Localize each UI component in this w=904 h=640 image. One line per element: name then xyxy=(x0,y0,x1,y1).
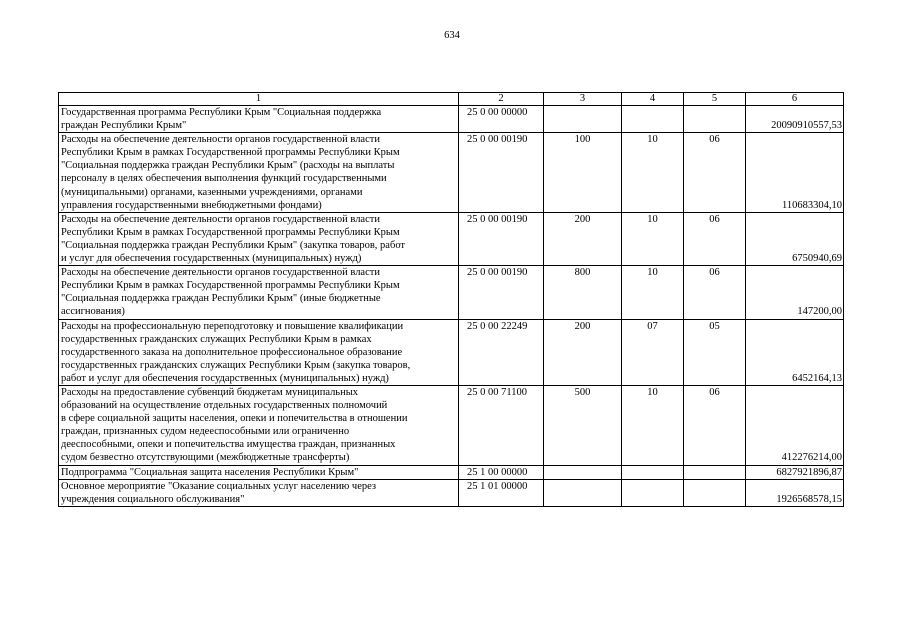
row-code-cell: 25 0 00 00190 xyxy=(459,212,544,265)
row-name-line: Республики Крым в рамках Государственной программы Республики Крым xyxy=(61,280,400,292)
row-code-cell: 25 1 00 00000 xyxy=(459,465,544,479)
budget-table xyxy=(58,92,844,507)
row-col4-cell: 10 xyxy=(622,385,684,465)
row-name-cell xyxy=(59,212,459,265)
row-col4-cell: 07 xyxy=(622,319,684,385)
table-row xyxy=(59,465,844,479)
row-col5-cell xyxy=(684,465,746,479)
row-sum-cell: 110683304,10 xyxy=(746,133,844,213)
row-sum-cell: 6827921896,87 xyxy=(746,465,844,479)
header-row xyxy=(59,93,844,106)
row-name-cell xyxy=(59,133,459,213)
table-row xyxy=(59,106,844,133)
row-col4-cell: 10 xyxy=(622,212,684,265)
row-name-line: (муниципальными) органами, казенными учреждениями, органами xyxy=(61,186,363,198)
header-cell: 4 xyxy=(622,93,684,106)
row-col5-cell xyxy=(684,106,746,133)
row-col4-cell xyxy=(622,106,684,133)
row-name-line: Основное мероприятие "Оказание социальных услуг населению через xyxy=(61,480,377,492)
row-col4-cell xyxy=(622,479,684,506)
header-cell: 5 xyxy=(684,93,746,106)
row-name-line: Расходы на профессиональную переподготовку и повышение квалификации xyxy=(61,320,404,332)
row-col5-cell: 06 xyxy=(684,212,746,265)
row-name-line: в сфере социальной защиты населения, опеки и попечительства в отношении xyxy=(61,413,408,425)
row-col5-cell: 06 xyxy=(684,133,746,213)
row-sum-cell: 6750940,69 xyxy=(746,212,844,265)
table-row xyxy=(59,133,844,213)
row-name-cell xyxy=(59,385,459,465)
row-sum-cell: 147200,00 xyxy=(746,266,844,319)
row-name-line: Расходы на обеспечение деятельности органов государственной власти xyxy=(61,267,380,279)
row-name-line: учреждения социального обслуживания" xyxy=(61,493,245,505)
table-row xyxy=(59,266,844,319)
table-row xyxy=(59,385,844,465)
row-name-cell xyxy=(59,479,459,506)
row-col4-cell: 10 xyxy=(622,266,684,319)
row-name-cell xyxy=(59,266,459,319)
row-name-line: Расходы на обеспечение деятельности органов государственной власти xyxy=(61,134,380,146)
row-col3-cell: 200 xyxy=(544,212,622,265)
table-row xyxy=(59,212,844,265)
row-code-cell: 25 0 00 00000 xyxy=(459,106,544,133)
row-name-line: Подпрограмма "Социальная защита населения Республики Крым" xyxy=(61,466,359,478)
row-col5-cell: 06 xyxy=(684,385,746,465)
row-col3-cell xyxy=(544,465,622,479)
row-name-line: граждан, признанных судом недееспособными или ограниченно xyxy=(61,426,350,438)
row-col3-cell xyxy=(544,106,622,133)
row-col5-cell: 05 xyxy=(684,319,746,385)
row-col3-cell: 500 xyxy=(544,385,622,465)
row-name-line: дееспособными, опеки и попечительства имущества граждан, признанных xyxy=(61,439,396,451)
row-col5-cell: 06 xyxy=(684,266,746,319)
row-sum-cell: 6452164,13 xyxy=(746,319,844,385)
row-name-line: "Социальная поддержка граждан Республики Крым" (закупка товаров, работ xyxy=(61,239,406,251)
row-col4-cell xyxy=(622,465,684,479)
row-col3-cell: 800 xyxy=(544,266,622,319)
row-sum-cell: 1926568578,15 xyxy=(746,479,844,506)
row-name-cell xyxy=(59,465,459,479)
row-sum-cell: 20090910557,53 xyxy=(746,106,844,133)
row-name-line: управления государственными внебюджетными фондами) xyxy=(61,199,322,211)
page-number: 634 xyxy=(444,30,460,41)
row-name-line: Республики Крым в рамках Государственной программы Республики Крым xyxy=(61,226,400,238)
header-cell: 6 xyxy=(746,93,844,106)
row-code-cell: 25 0 00 00190 xyxy=(459,266,544,319)
row-name-line: и услуг для обеспечения государственных (муниципальных) нужд) xyxy=(61,253,362,265)
row-name-line: Республики Крым в рамках Государственной программы Республики Крым xyxy=(61,147,400,159)
row-name-line: образований на осуществление отдельных государственных полномочий xyxy=(61,400,388,412)
header-cell: 3 xyxy=(544,93,622,106)
row-col5-cell xyxy=(684,479,746,506)
row-name-line: работ и услуг для обеспечения государственных (муниципальных) нужд) xyxy=(61,372,389,384)
row-name-line: ассигнования) xyxy=(61,306,125,318)
table-row xyxy=(59,319,844,385)
header-cell: 2 xyxy=(459,93,544,106)
row-name-line: Государственная программа Республики Крым "Социальная поддержка xyxy=(61,107,382,118)
row-col3-cell: 100 xyxy=(544,133,622,213)
row-code-cell: 25 0 00 00190 xyxy=(459,133,544,213)
row-name-line: государственных гражданских служащих Республики Крым (закупка товаров, xyxy=(61,359,411,371)
row-name-line: Расходы на предоставление субвенций бюджетам муниципальных xyxy=(61,386,359,398)
row-code-cell: 25 0 00 22249 xyxy=(459,319,544,385)
row-col3-cell: 200 xyxy=(544,319,622,385)
row-name-cell xyxy=(59,106,459,133)
row-name-line: судом безвестно отсутствующими (межбюджетные трансферты) xyxy=(61,452,350,464)
header-cell: 1 xyxy=(59,93,459,106)
row-name-line: "Социальная поддержка граждан Республики Крым" (иные бюджетные xyxy=(61,293,381,305)
row-name-line: государственного заказа на дополнительное профессиональное образование xyxy=(61,346,403,358)
row-name-line: Расходы на обеспечение деятельности органов государственной власти xyxy=(61,213,380,225)
row-code-cell: 25 0 00 71100 xyxy=(459,385,544,465)
row-name-line: персоналу в целях обеспечения выполнения функций государственными xyxy=(61,173,387,185)
row-name-cell xyxy=(59,319,459,385)
row-name-line: "Социальная поддержка граждан Республики Крым" (расходы на выплаты xyxy=(61,160,395,172)
row-sum-cell: 412276214,00 xyxy=(746,385,844,465)
row-code-cell: 25 1 01 00000 xyxy=(459,479,544,506)
row-col3-cell xyxy=(544,479,622,506)
row-col4-cell: 10 xyxy=(622,133,684,213)
table-row xyxy=(59,479,844,506)
row-name-line: граждан Республики Крым" xyxy=(61,120,187,132)
row-name-line: государственных гражданских служащих Республики Крым в рамках xyxy=(61,333,372,345)
